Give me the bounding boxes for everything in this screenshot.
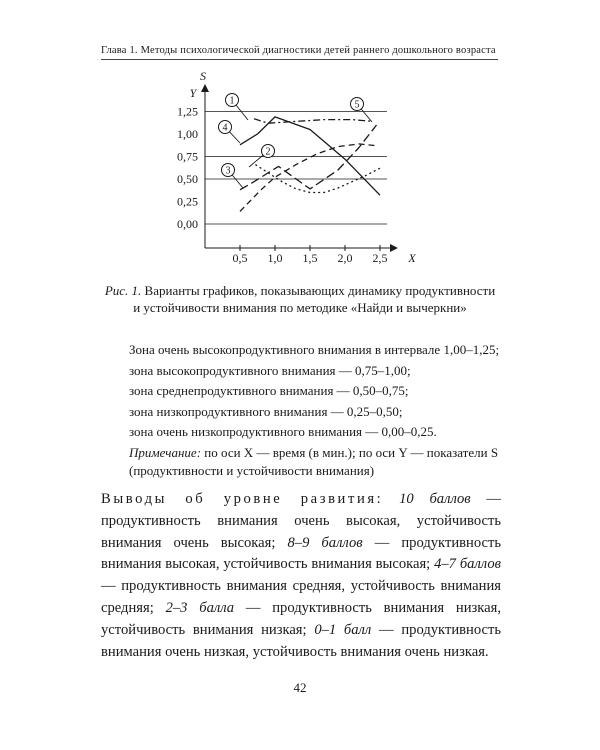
x-tick-label: 2,0 — [337, 251, 353, 265]
y-tick-label: 0,50 — [177, 172, 198, 186]
axis-label-s: S — [200, 69, 206, 83]
figure-chart — [0, 0, 600, 280]
score-range: 10 баллов — [399, 491, 471, 507]
series-line-2 — [240, 144, 377, 212]
x-tick-label: 1,0 — [267, 251, 283, 265]
score-description: — продуктивность внимания высокая, устойчивость внимания высокая; — [101, 534, 502, 573]
chart-series-markers — [219, 94, 373, 189]
y-tick-label: 0,00 — [177, 217, 198, 231]
zone-line: зона очень низкопродуктивного внимания — 0,00–0,25. — [129, 424, 437, 439]
score-description: — продуктивность внимания средняя, устойчивость внимания средняя; — [101, 578, 501, 616]
score-description: — продуктивность внимания очень низкая, устойчивость внимания очень низкая. — [101, 621, 502, 660]
conclusions-paragraph — [101, 489, 501, 663]
x-tick-label: 2,5 — [372, 251, 388, 265]
zone-list — [129, 340, 501, 443]
marker-label: 5 — [354, 99, 360, 111]
conclusions-title: Выводы об уровне развития: — [101, 491, 384, 507]
zone-line: зона среднепродуктивного внимания — 0,50–0,75; — [129, 383, 409, 398]
marker-label: 2 — [265, 146, 271, 158]
y-tick-label: 0,75 — [177, 149, 198, 164]
note-text: по оси X — время (в мин.); по оси Y — показатели S (продуктивности и устойчивости внимания) — [129, 445, 499, 478]
y-tick-label: 1,00 — [177, 127, 198, 141]
axis-label-x: X — [408, 251, 416, 265]
zone-line: Зона очень высокопродуктивного внимания в интервале 1,00–1,25; — [129, 342, 500, 357]
score-range: 8–9 баллов — [287, 534, 363, 551]
running-header: Глава 1. Методы психологической диагностики детей раннего дошкольного возраста — [101, 45, 498, 60]
zone-line: зона низкопродуктивного внимания — 0,25–0,50; — [129, 403, 403, 419]
marker-label: 3 — [225, 165, 231, 177]
marker-label: 1 — [229, 95, 235, 107]
score-range: 4–7 баллов — [434, 556, 501, 573]
y-tick-labels — [177, 105, 198, 232]
y-axis-arrow — [201, 84, 209, 92]
y-tick-label: 0,25 — [177, 194, 198, 209]
y-tick-label: 1,25 — [177, 104, 198, 119]
marker-label: 4 — [222, 122, 228, 134]
page-number: 42 — [293, 680, 307, 695]
x-axis-arrow — [390, 244, 398, 252]
score-range: 2–3 балла — [165, 599, 235, 616]
caption-text: Варианты графиков, показывающих динамику продуктивности и устойчивости внимания по методике «Найди и вычеркни» — [133, 283, 496, 315]
caption-lead: Рис. 1. — [104, 283, 142, 298]
score-description: — продуктивность внимания низкая, устойчивость внимания низкая; — [101, 599, 501, 638]
figure-caption — [100, 282, 500, 316]
x-tick-label: 1,5 — [302, 251, 318, 265]
axis-label-y: Y — [189, 86, 197, 100]
note-lead: Примечание: — [129, 445, 202, 460]
chart-series — [240, 117, 380, 211]
x-tick-label: 0,5 — [232, 251, 248, 265]
score-description: — продуктивность внимания очень высокая, устойчивость внимания очень высокая; — [101, 491, 501, 551]
score-range: 0–1 балл — [314, 621, 372, 638]
zone-line: зона высокопродуктивного внимания — 0,75–1,00; — [129, 362, 411, 378]
note-paragraph — [129, 444, 501, 479]
